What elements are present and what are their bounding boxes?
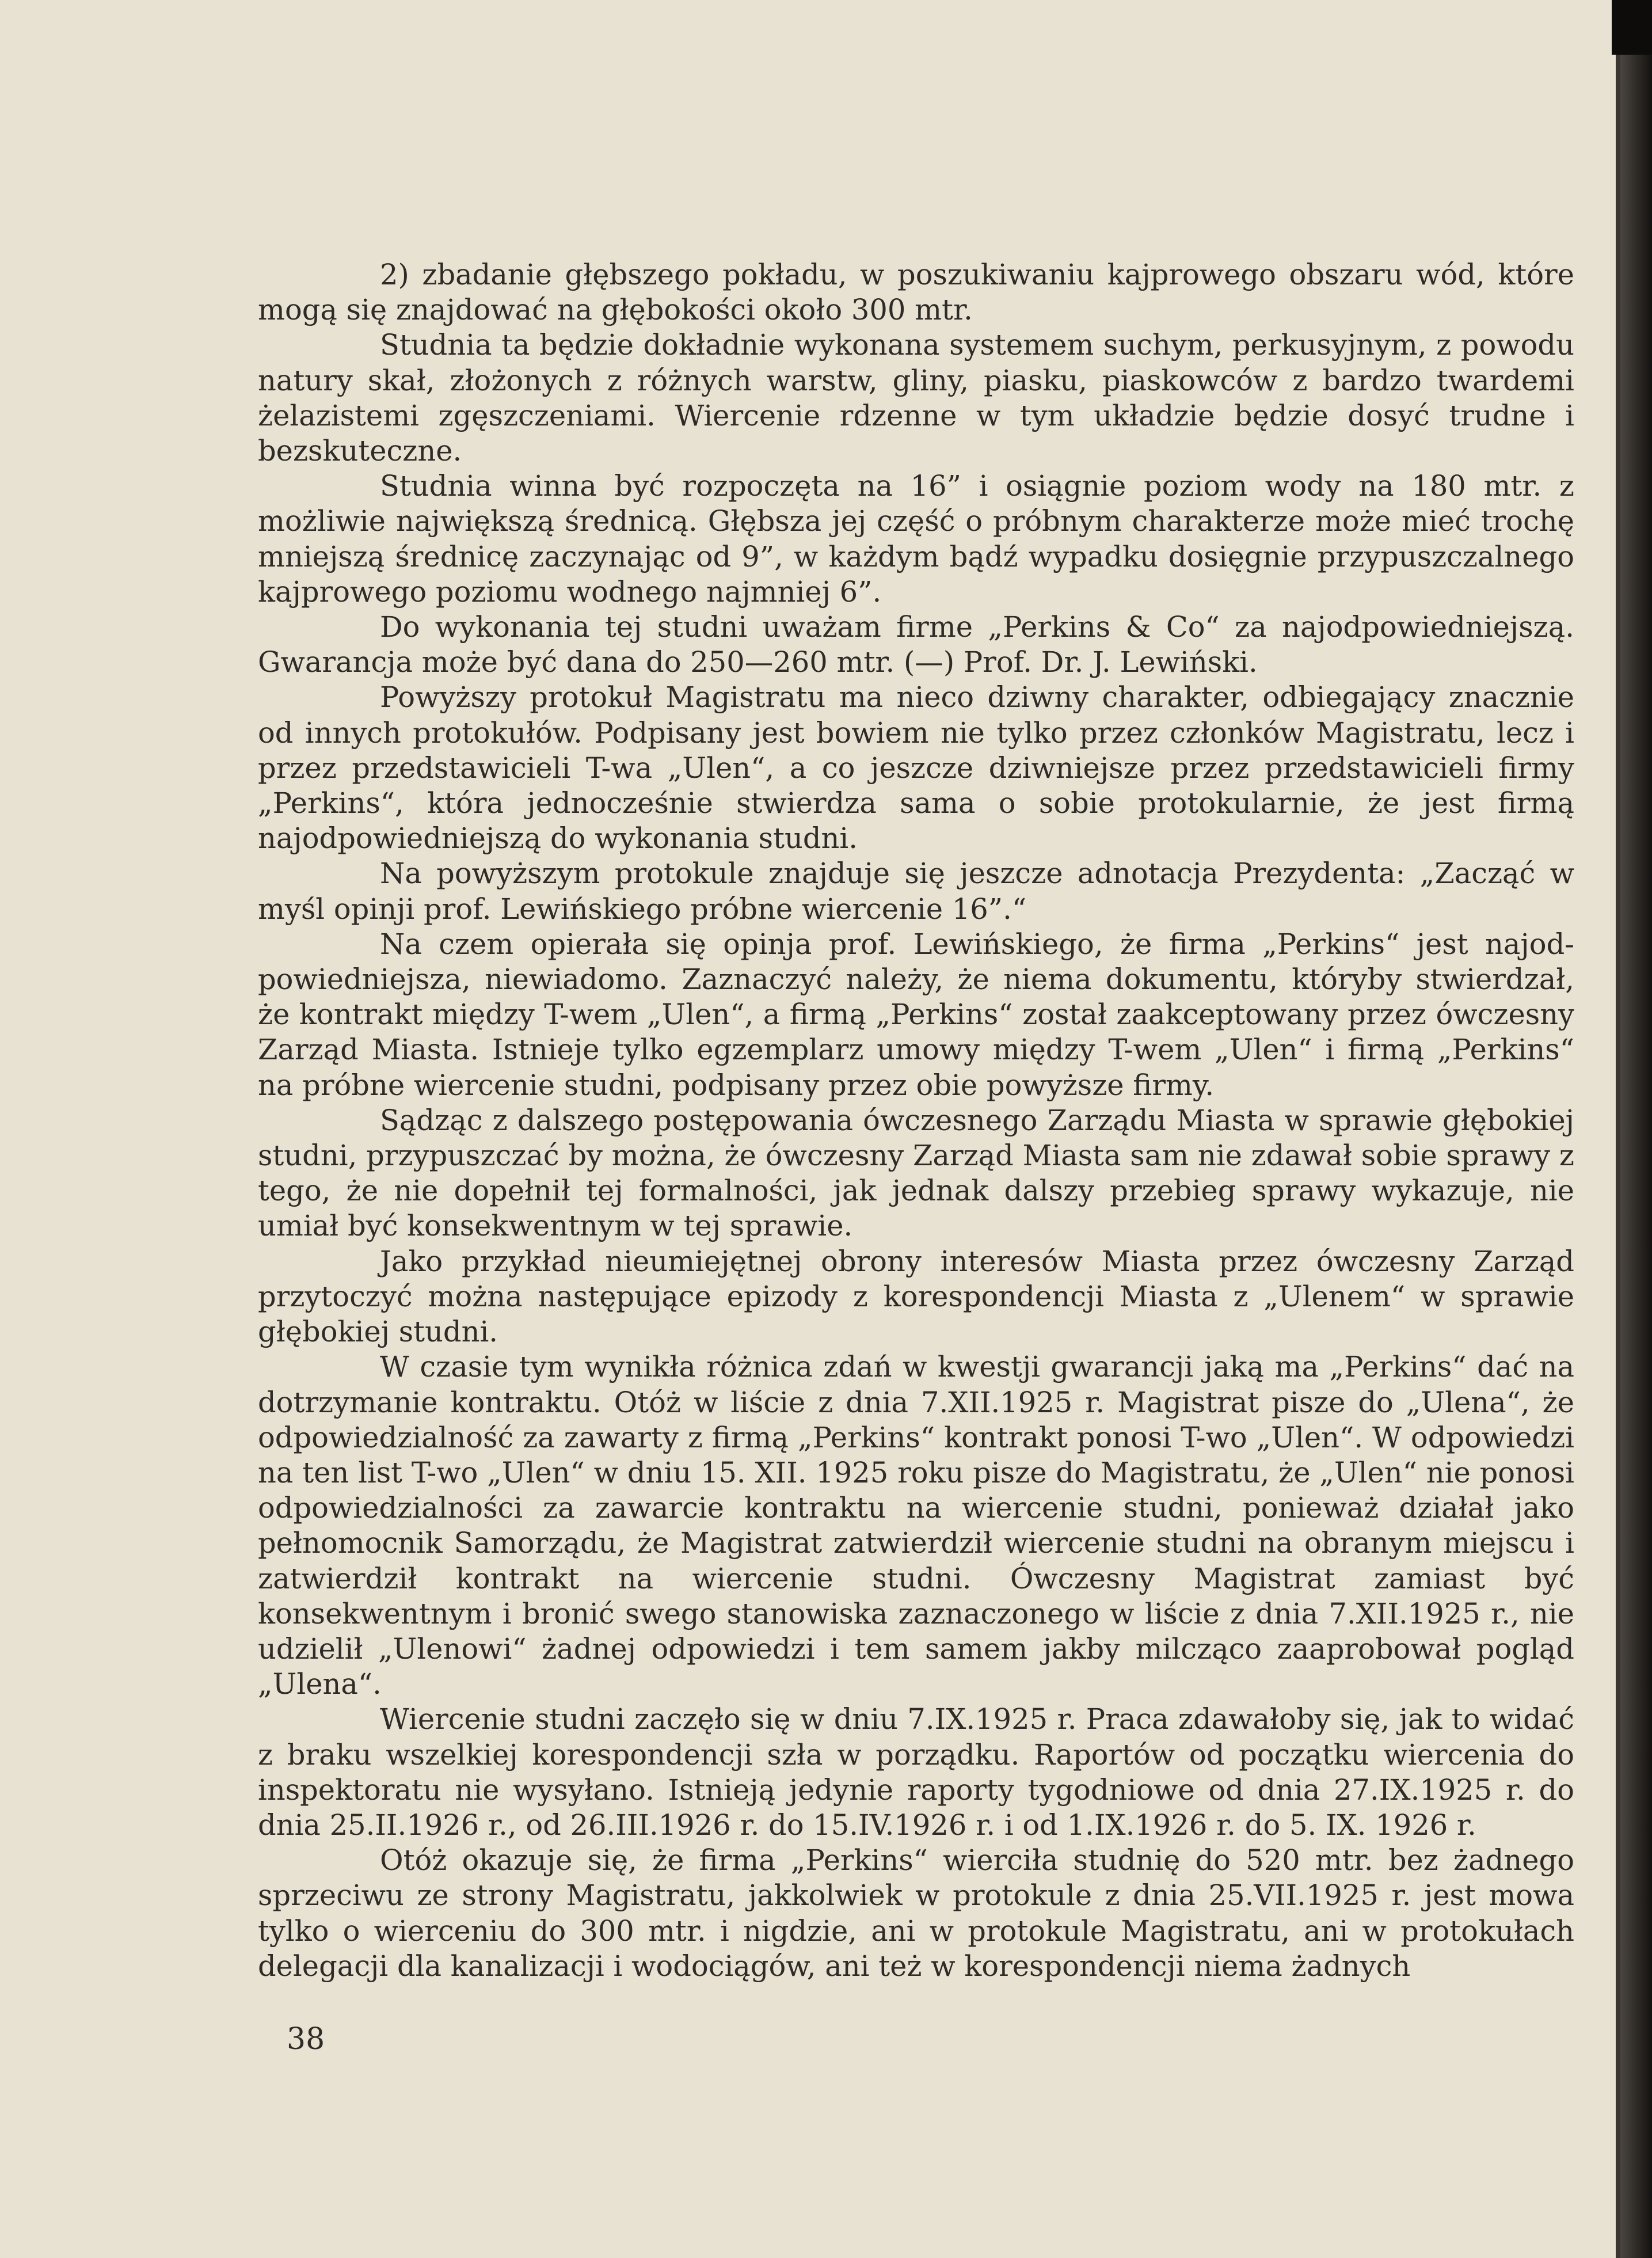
paragraph: Powyższy protokuł Magistratu ma nieco dziwny charakter, odbiegający znacznie od innych protokułów. Podpisany jest bowiem nie tylko przez członków Magistratu, lecz i przez przedstawicieli T-wa „Ulen“, a co jeszcze dziwniejsze przez przedstawicieli firmy „Perkins“, która jednocześnie stwierdza sama o sobie protokularnie, że jest firmą najodpowiedniejszą do wykonania studni. <box>258 681 1574 856</box>
body-text <box>258 257 1574 1984</box>
paragraph: Wiercenie studni zaczęło się w dniu 7.IX.1925 r. Praca zdawałoby się, jak to widać z braku wszelkiej korespondencji szła w porządku. Raportów od początku wiercenia do inspektoratu nie wysyłano. Istnieją jedynie raporty tygodniowe od dnia 27.IX.1925 r. do dnia 25.II.1926 r., od 26.III.1926 r. do 15.IV.1926 r. i od 1.IX.1926 r. do 5. IX. 1926 r. <box>258 1702 1574 1842</box>
paragraph: Na czem opierała się opinja prof. Lewińskiego, że firma „Perkins“ jest najodpowiedniejsza, niewiadomo. Zaznaczyć należy, że niema dokumentu, któryby stwierdzał, że kontrakt między T-wem „Ulen“, a firmą „Perkins“ został zaakceptowany przez ówczesny Zarząd Miasta. Istnieje tylko egzemplarz umowy między T-wem „Ulen“ i firmą „Perkins“ na próbne wiercenie studni, podpisany przez obie powyższe firmy. <box>258 927 1574 1102</box>
page-number: 38 <box>287 2022 325 2056</box>
paragraph: Studnia winna być rozpoczęta na 16” i osiągnie poziom wody na 180 mtr. z możliwie największą średnicą. Głębsza jej część o próbnym charakterze może mieć trochę mniejszą średnicę zaczynając od 9”, w każdym bądź wypadku dosięgnie przypuszczalnego kajprowego poziomu wodnego najmniej 6”. <box>258 469 1574 609</box>
paragraph: Sądząc z dalszego postępowania ówczesnego Zarządu Miasta w sprawie głębokiej studni, przypuszczać by można, że ówczesny Zarząd Miasta sam nie zdawał sobie sprawy z tego, że nie dopełnił tej formalności, jak jednak dalszy przebieg sprawy wykazuje, nie umiał być konsekwentnym w tej sprawie. <box>258 1103 1574 1243</box>
book-spine-edge <box>1620 0 1652 2258</box>
scan-corner-shadow <box>1612 0 1652 55</box>
paragraph: Do wykonania tej studni uważam firme „Perkins & Co“ za najodpowiedniejszą. Gwarancja może być dana do 250—260 mtr. (—) Prof. Dr. J. Lewiński. <box>258 610 1574 679</box>
paragraph: Studnia ta będzie dokładnie wykonana systemem suchym, perkusyjnym, z powodu natury skał, złożonych z różnych warstw, gliny, piasku, piaskowców z bardzo twardemi żelazistemi zgęszczeniami. Wiercenie rdzenne w tym układzie będzie dosyć trudne i bezskuteczne. <box>258 328 1574 468</box>
paragraph: Na powyższym protokule znajduje się jeszcze adnotacja Prezydenta: „Zacząć w myśl opinji prof. Lewińskiego próbne wiercenie 16”.“ <box>258 857 1574 926</box>
paragraph: Otóż okazuje się, że firma „Perkins“ wierciła studnię do 520 mtr. bez żadnego sprzeciwu ze strony Magistratu, jakkolwiek w protokule z dnia 25.VII.1925 r. jest mowa tylko o wierceniu do 300 mtr. i nigdzie, ani w protokule Magistratu, ani w protokułach delegacji dla kanalizacji i wodociągów, ani też w korespondencji niema żadnych <box>258 1843 1574 1983</box>
paragraph: Jako przykład nieumiejętnej obrony interesów Miasta przez ówczesny Zarząd przytoczyć można następujące epizody z korespondencji Miasta z „Ulenem“ w sprawie głębokiej studni. <box>258 1244 1574 1349</box>
paragraph: W czasie tym wynikła różnica zdań w kwestji gwarancji jaką ma „Perkins“ dać na dotrzymanie kontraktu. Otóż w liście z dnia 7.XII.1925 r. Magistrat pisze do „Ulena“, że odpowiedzialność za zawarty z firmą „Perkins“ kontrakt ponosi T-wo „Ulen“. W odpowiedzi na ten list T-wo „Ulen“ w dniu 15. XII. 1925 roku pisze do Magistratu, że „Ulen“ nie ponosi odpowiedzialności za zawarcie kontraktu na wiercenie studni, ponieważ działał jako pełnomocnik Samorządu, że Magistrat zatwierdził wiercenie studni na obranym miejscu i zatwierdził kontrakt na wiercenie studni. Ówczesny Magistrat zamiast być konsekwentnym i bronić swego stanowiska zaznaczonego w liście z dnia 7.XII.1925 r., nie udzielił „Ulenowi“ żadnej odpowiedzi i tem samem jakby milcząco zaaprobował pogląd „Ulena“. <box>258 1350 1574 1701</box>
paragraph: 2) zbadanie głębszego pokładu, w poszukiwaniu kajprowego obszaru wód, które mogą się znajdować na głębokości około 300 mtr. <box>258 258 1574 327</box>
